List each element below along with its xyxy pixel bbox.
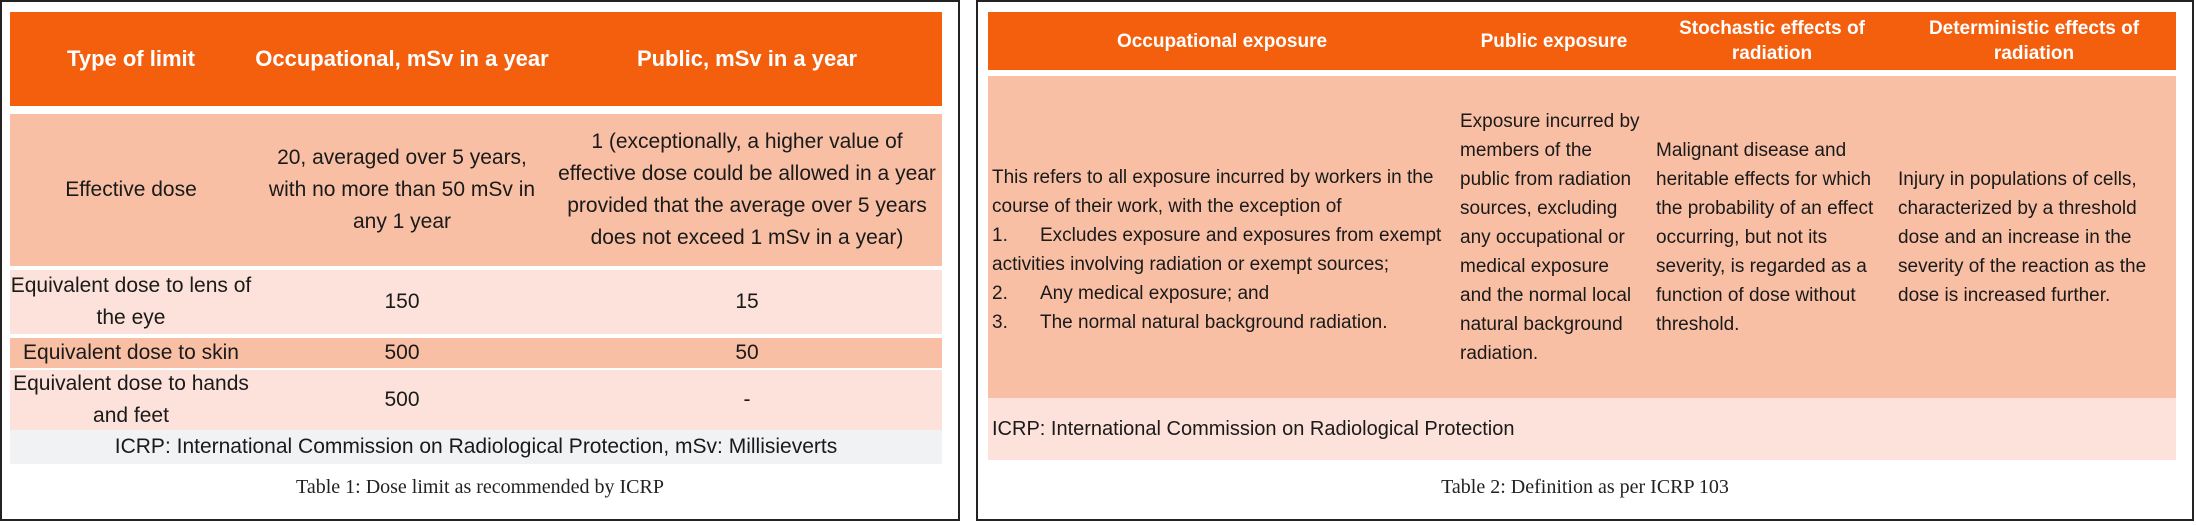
t2-header-occupational: Occupational exposure — [988, 12, 1456, 70]
t2-public-cell: Exposure incurred by members of the public from radiation sources, excluding any occupational or medical exposure and the normal local natural background radiation. — [1456, 76, 1652, 398]
t2-occupational-item-1 — [992, 221, 1456, 279]
t1-row1-public: 1 (exceptionally, a higher value of effective dose could be allowed in a year provided that the average over 5 years does not exceed 1 mSv in a year) — [552, 114, 942, 266]
t2-deterministic-cell: Injury in populations of cells, characterized by a threshold dose and an increase in the severity of the reaction as the dose is increased further. — [1892, 76, 2176, 398]
t1-row2-public: 15 — [552, 270, 942, 334]
t2-occupational-text — [992, 163, 1456, 337]
t1-row4-occupational: 500 — [252, 370, 552, 430]
t2-item-3-text: The normal natural background radiation. — [1040, 312, 1388, 333]
table2-panel — [976, 0, 2194, 521]
t2-occupational-intro: This refers to all exposure incurred by workers in the course of their work, with the exception of — [992, 167, 1434, 217]
t1-footnote: ICRP: International Commission on Radiological Protection, mSv: Millisieverts — [10, 430, 942, 464]
t2-stochastic-cell: Malignant disease and heritable effects for which the probability of an effect occurring, but not its severity, is regarded as a function of dose without threshold. — [1652, 76, 1892, 398]
t1-row3-public: 50 — [552, 338, 942, 368]
t1-header-type: Type of limit — [10, 12, 252, 106]
t2-footnote: ICRP: International Commission on Radiological Protection — [988, 398, 2176, 460]
t1-row2-type: Equivalent dose to lens of the eye — [10, 270, 252, 334]
t2-item-1-text: Excludes exposure and exposures from exempt activities involving radiation or exempt sources; — [992, 225, 1442, 275]
t2-header-public: Public exposure — [1456, 12, 1652, 70]
t1-row4-public: - — [552, 370, 942, 430]
t2-item-1-number: 1. — [992, 225, 1008, 246]
t1-row1-type: Effective dose — [10, 114, 252, 266]
t1-row3-occupational: 500 — [252, 338, 552, 368]
t2-occupational-cell — [988, 76, 1456, 398]
t2-item-2-text: Any medical exposure; and — [1040, 283, 1270, 304]
t2-caption: Table 2: Definition as per ICRP 103 — [1441, 476, 1729, 498]
t2-header-deterministic: Deterministic effects of radiation — [1892, 12, 2176, 70]
t1-row3-type: Equivalent dose to skin — [10, 338, 252, 368]
t2-item-2-number: 2. — [992, 283, 1008, 304]
t1-row2-occupational: 150 — [252, 270, 552, 334]
t2-item-3-number: 3. — [992, 312, 1008, 333]
t1-row1-occupational: 20, averaged over 5 years, with no more than 50 mSv in any 1 year — [252, 114, 552, 266]
table1-panel — [0, 0, 960, 521]
t2-occupational-item-2 — [992, 279, 1456, 308]
t1-header-occupational: Occupational, mSv in a year — [252, 12, 552, 106]
t2-occupational-item-3 — [992, 308, 1456, 337]
t1-caption: Table 1: Dose limit as recommended by ICRP — [296, 476, 664, 498]
t1-header-public: Public, mSv in a year — [552, 12, 942, 106]
t2-header-stochastic: Stochastic effects of radiation — [1652, 12, 1892, 70]
t1-row4-type: Equivalent dose to hands and feet — [10, 370, 252, 430]
